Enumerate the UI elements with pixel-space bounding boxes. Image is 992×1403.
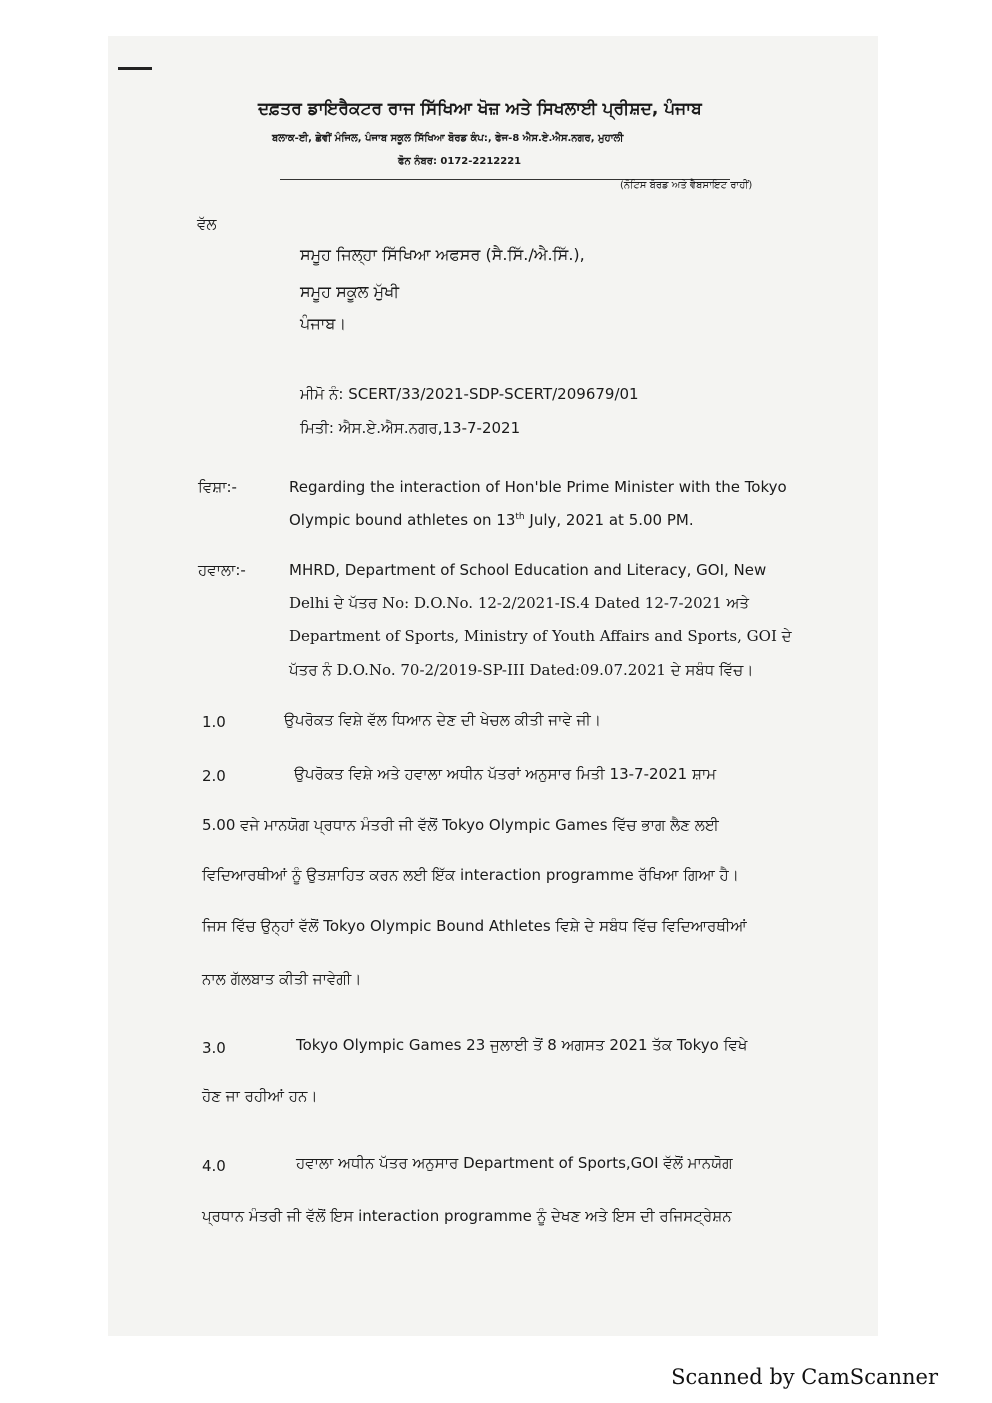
paragraph-number: 1.0 [202, 713, 226, 731]
reference-label: ਹਵਾਲਾ:- [198, 561, 246, 579]
subject-label: ਵਿਸ਼ਾ:- [198, 478, 237, 496]
memo-number: ਮੀਮੋ ਨੰ: SCERT/33/2021-SDP-SCERT/209679/01 [300, 385, 639, 403]
recipient-line: ਸਮੂਹ ਜਿਲ੍ਹਾ ਸਿੱਖਿਆ ਅਫਸਰ (ਸੈ.ਸਿੱ./ਐ.ਸਿੱ.), [300, 245, 585, 264]
paragraph-number: 2.0 [202, 767, 226, 785]
reference-line: MHRD, Department of School Education and Literacy, GOI, New [289, 561, 767, 579]
recipient-line: ਪੰਜਾਬ। [300, 314, 347, 333]
to-label: ਵੱਲ [197, 215, 217, 233]
paragraph-text: ਪ੍ਰਧਾਨ ਮੰਤਰੀ ਜੀ ਵੱਲੋਂ ਇਸ interaction programme ਨੂੰ ਦੇਖਣ ਅਤੇ ਇਸ ਦੀ ਰਜਿਸਟ੍ਰੇਸ਼ਨ [202, 1207, 732, 1225]
paragraph-text: ਹੋਣ ਜਾ ਰਹੀਆਂ ਹਨ। [202, 1087, 318, 1105]
paragraph-number: 3.0 [202, 1039, 226, 1057]
margin-mark [118, 67, 152, 70]
office-phone: ਫੋਨ ਨੰਬਰ: 0172-2212221 [398, 156, 522, 167]
reference-line: Department of Sports, Ministry of Youth Affairs and Sports, GOI ਦੇ [289, 627, 792, 645]
reference-line: Delhi ਦੇ ਪੱਤਰ No: D.O.No. 12-2/2021-IS.4 Dated 12-7-2021 ਅਤੇ [289, 594, 750, 612]
paragraph-text: ਜਿਸ ਵਿੱਚ ਉਨ੍ਹਾਂ ਵੱਲੋਂ Tokyo Olympic Bound Athletes ਵਿਸ਼ੇ ਦੇ ਸਬੰਧ ਵਿੱਚ ਵਿਦਿਆਰਥੀਆਂ [202, 917, 747, 935]
reference-line: ਪੱਤਰ ਨੰ D.O.No. 70-2/2019-SP-III Dated:09.07.2021 ਦੇ ਸਬੰਧ ਵਿੱਚ। [289, 661, 754, 679]
recipient-line: ਸਮੂਹ ਸਕੂਲ ਮੁੱਖੀ [300, 282, 400, 301]
subject-line: Olympic bound athletes on 13th July, 2021 at 5.00 PM. [289, 511, 694, 529]
paragraph-text: 5.00 ਵਜੇ ਮਾਨਯੋਗ ਪ੍ਰਧਾਨ ਮੰਤਰੀ ਜੀ ਵੱਲੋਂ Tokyo Olympic Games ਵਿੱਚ ਭਾਗ ਲੈਣ ਲਈ [202, 816, 719, 834]
paragraph-text: ਉਪਰੋਕਤ ਵਿਸ਼ੇ ਵੱਲ ਧਿਆਨ ਦੇਣ ਦੀ ਖੇਚਲ ਕੀਤੀ ਜਾਵੇ ਜੀ। [284, 711, 601, 729]
paragraph-text: Tokyo Olympic Games 23 ਜੁਲਾਈ ਤੋਂ 8 ਅਗਸਤ 2021 ਤੱਕ Tokyo ਵਿਖੇ [296, 1036, 748, 1054]
office-title: ਦਫ਼ਤਰ ਡਾਇਰੈਕਟਰ ਰਾਜ ਸਿੱਖਿਆ ਖੋਜ਼ ਅਤੇ ਸਿਖਲਾਈ ਪ੍ਰੀਸ਼ਦ, ਪੰਜਾਬ [258, 99, 702, 119]
paragraph-text: ਹਵਾਲਾ ਅਧੀਨ ਪੱਤਰ ਅਨੁਸਾਰ Department of Sports,GOI ਵੱਲੋਂ ਮਾਨਯੋਗ [296, 1154, 733, 1172]
camscanner-watermark: Scanned by CamScanner [671, 1365, 938, 1389]
scanned-page [108, 36, 878, 1336]
paragraph-text: ਵਿਦਿਆਰਥੀਆਂ ਨੂੰ ਉਤਸ਼ਾਹਿਤ ਕਰਨ ਲਈ ਇੱਕ interaction programme ਰੱਖਿਆ ਗਿਆ ਹੈ। [202, 866, 739, 884]
office-address: ਬਲਾਕ-ਈ, ਛੇਵੀਂ ਮੰਜਿਲ, ਪੰਜਾਬ ਸਕੂਲ ਸਿੱਖਿਆ ਬੋਰਡ ਕੰਪ:, ਫੇਜ-8 ਐਸ.ਏ.ਐਸ.ਨਗਰ, ਮੁਹਾਲੀ [272, 133, 624, 144]
paragraph-text: ਉਪਰੋਕਤ ਵਿਸ਼ੇ ਅਤੇ ਹਵਾਲਾ ਅਧੀਨ ਪੱਤਰਾਂ ਅਨੁਸਾਰ ਮਿਤੀ 13-7-2021 ਸ਼ਾਮ [294, 765, 717, 783]
paragraph-text: ਨਾਲ ਗੱਲਬਾਤ ਕੀਤੀ ਜਾਵੇਗੀ। [202, 970, 362, 988]
memo-date: ਮਿਤੀ: ਐਸ.ਏ.ਐਸ.ਨਗਰ,13-7-2021 [300, 419, 521, 437]
distribution-note: (ਨੋਟਿਸ ਬੋਰਡ ਅਤੇ ਵੈਬਸਾਇਟ ਰਾਹੀਂ) [620, 180, 753, 191]
paragraph-number: 4.0 [202, 1157, 226, 1175]
subject-line: Regarding the interaction of Hon'ble Prime Minister with the Tokyo [289, 478, 787, 496]
